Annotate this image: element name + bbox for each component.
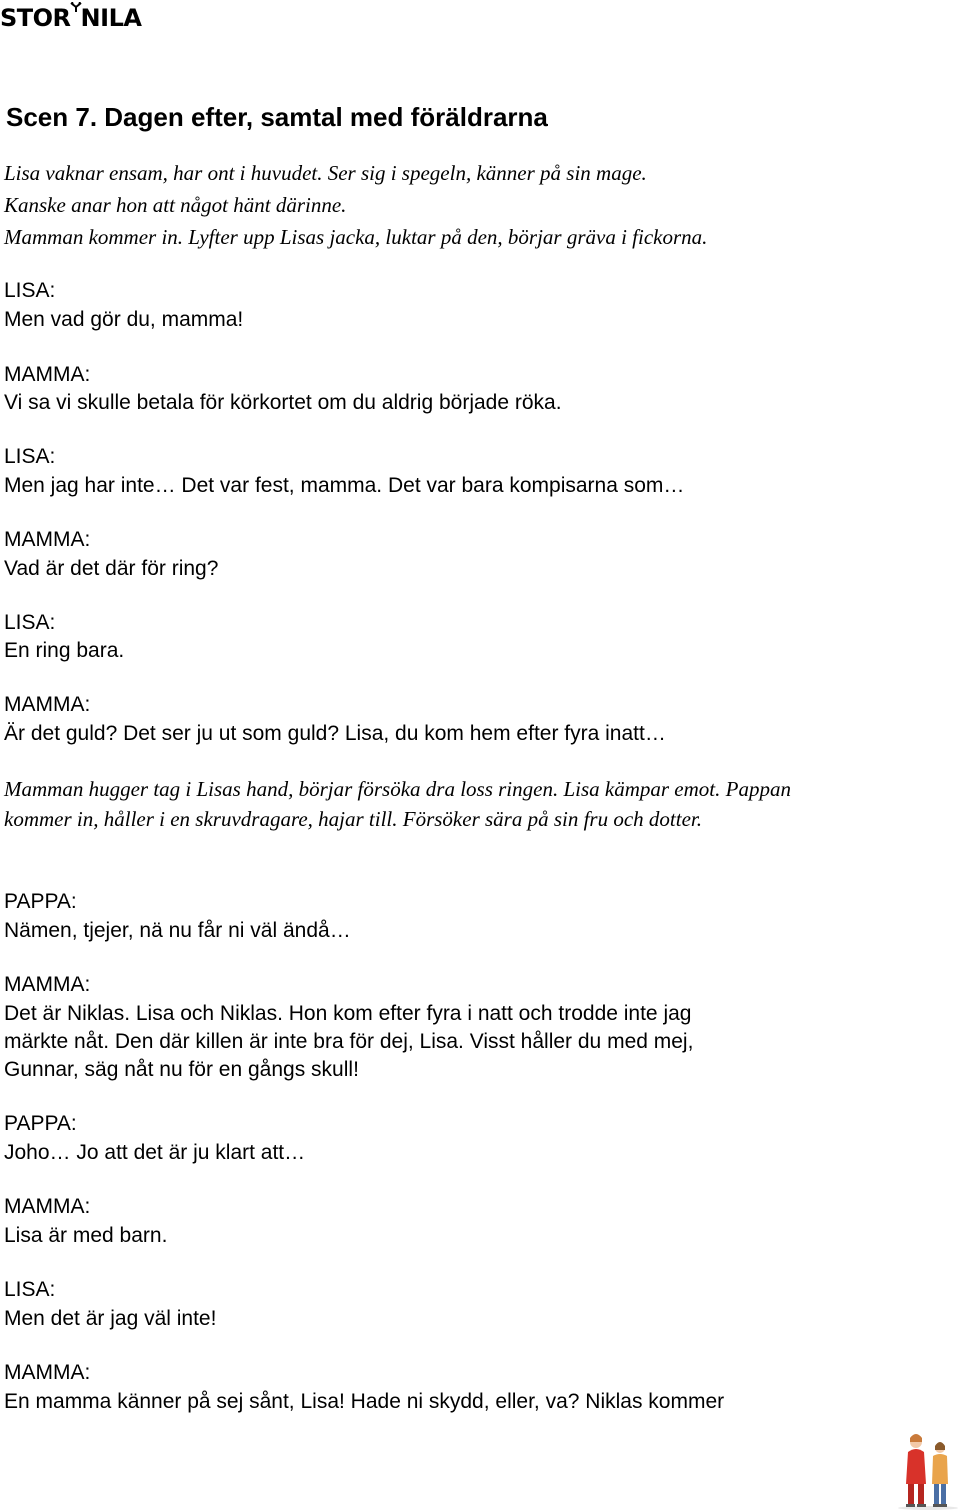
speaker-name: PAPPA: bbox=[4, 890, 77, 913]
dialogue-line: En ring bara. bbox=[4, 639, 125, 662]
speaker-name: MAMMA: bbox=[4, 1361, 91, 1384]
logo-text-right: NILA bbox=[80, 4, 142, 32]
speaker-name: MAMMA: bbox=[4, 363, 91, 386]
speaker-name: MAMMA: bbox=[4, 528, 91, 551]
storenila-logo bbox=[0, 2, 141, 33]
logo-text-left: STOR bbox=[0, 4, 71, 32]
speaker-name: LISA: bbox=[4, 1278, 56, 1301]
stage-direction-line: Lisa vaknar ensam, har ont i huvudet. Ser sig i spegeln, känner på sin mage. bbox=[4, 161, 647, 185]
stage-direction-line: Mamman hugger tag i Lisas hand, börjar försöka dra loss ringen. Lisa kämpar emot. Pappan bbox=[4, 777, 791, 801]
dialogue-line: En mamma känner på sej sånt, Lisa! Hade ni skydd, eller, va? Niklas kommer bbox=[4, 1390, 725, 1413]
dialogue-line: Men jag har inte… Det var fest, mamma. Det var bara kompisarna som… bbox=[4, 474, 685, 497]
speaker-name: MAMMA: bbox=[4, 1195, 91, 1218]
speaker-name: MAMMA: bbox=[4, 693, 91, 716]
dialogue-line: Joho… Jo att det är ju klart att… bbox=[4, 1141, 306, 1164]
stage-direction-line: Kanske anar hon att något hänt därinne. bbox=[4, 193, 347, 217]
speaker-name: LISA: bbox=[4, 279, 56, 302]
dialogue-line: Det är Niklas. Lisa och Niklas. Hon kom efter fyra i natt och trodde inte jag bbox=[4, 1002, 692, 1025]
dialogue-line: Är det guld? Det ser ju ut som guld? Lisa, du kom hem efter fyra inatt… bbox=[4, 722, 666, 745]
scene-title: Scen 7. Dagen efter, samtal med föräldrarna bbox=[6, 102, 548, 132]
dialogue-line: Vi sa vi skulle betala för körkortet om du aldrig började röka. bbox=[4, 391, 562, 414]
dialogue-line: Vad är det där för ring? bbox=[4, 557, 219, 580]
speaker-name: PAPPA: bbox=[4, 1112, 77, 1135]
two-people-illustration-icon bbox=[896, 1428, 960, 1510]
dialogue-line: Men vad gör du, mamma! bbox=[4, 308, 244, 331]
dialogue-line: Lisa är med barn. bbox=[4, 1224, 168, 1247]
stage-direction-line: Mamman kommer in. Lyfter upp Lisas jacka, luktar på den, börjar gräva i fickorna. bbox=[4, 225, 708, 249]
speaker-name: MAMMA: bbox=[4, 973, 91, 996]
dialogue-line: Men det är jag väl inte! bbox=[4, 1307, 217, 1330]
dialogue-line: Nämen, tjejer, nä nu får ni väl ändå… bbox=[4, 919, 351, 942]
stage-direction-line: kommer in, håller i en skruvdragare, hajar till. Försöker sära på sin fru och dotter. bbox=[4, 807, 703, 831]
speaker-name: LISA: bbox=[4, 611, 56, 634]
speaker-name: LISA: bbox=[4, 445, 56, 468]
dialogue-line: märkte nåt. Den där killen är inte bra för dej, Lisa. Visst håller du med mej, bbox=[4, 1030, 694, 1053]
dialogue-line: Gunnar, säg nåt nu för en gångs skull! bbox=[4, 1058, 359, 1081]
